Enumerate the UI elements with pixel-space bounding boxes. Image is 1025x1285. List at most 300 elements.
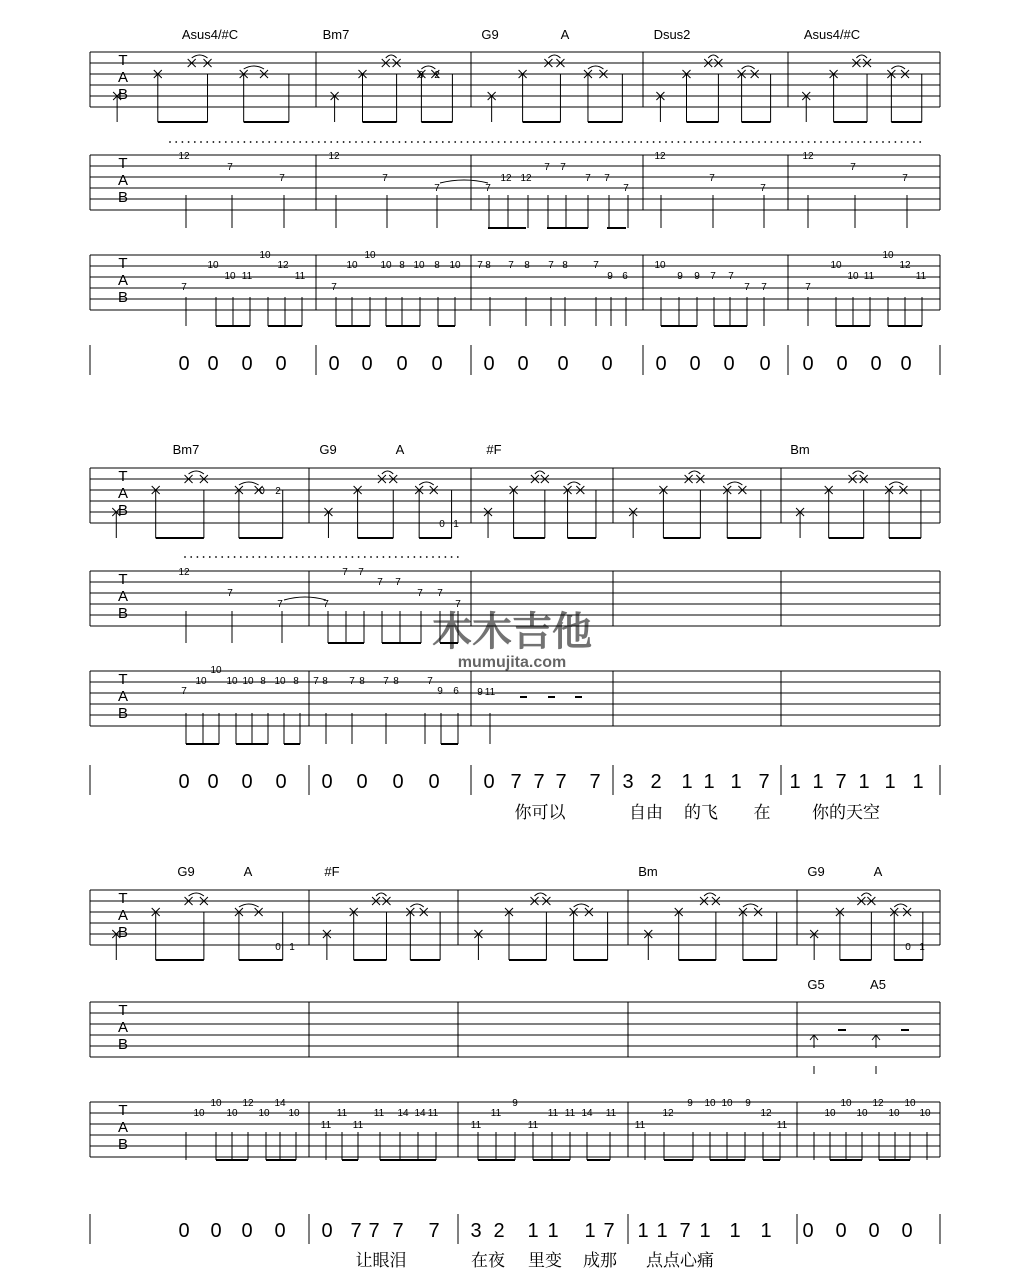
- tab-fret: 7: [477, 260, 483, 271]
- let-ring-dot: [783, 141, 785, 143]
- tab-letter-t: T: [118, 1002, 128, 1019]
- tie-arc: [382, 471, 393, 474]
- tab-fret: 7: [342, 567, 348, 578]
- let-ring-dot: [252, 556, 254, 558]
- jianpu-note: 0: [241, 353, 253, 375]
- jianpu-note: 0: [275, 353, 287, 375]
- chord-label: Bm7: [322, 27, 350, 42]
- jianpu-note: 0: [517, 353, 529, 375]
- tab-letter-b: B: [117, 189, 129, 206]
- let-ring-dot: [479, 141, 481, 143]
- let-ring-dot: [376, 556, 378, 558]
- tab-fret: 10: [380, 260, 392, 271]
- jianpu-note: 1: [884, 771, 896, 793]
- lyric-text: 你可以: [514, 803, 566, 822]
- let-ring-dot: [864, 141, 866, 143]
- jianpu-note: 0: [483, 771, 495, 793]
- let-ring-dot: [752, 141, 754, 143]
- let-ring-dot: [839, 141, 841, 143]
- let-ring-dot: [271, 556, 273, 558]
- chord-label: A5: [870, 977, 886, 992]
- jianpu-note: 0: [178, 771, 190, 793]
- tab-fret: 11: [352, 1120, 364, 1131]
- tab-fret: 10: [258, 1108, 270, 1119]
- let-ring-dot: [523, 141, 525, 143]
- jianpu-note: 1: [703, 771, 715, 793]
- jianpu-note: 7: [392, 1220, 404, 1242]
- jianpu-note: 7: [350, 1220, 362, 1242]
- tab-fret: 7: [277, 599, 283, 610]
- tab-fret: 7: [349, 676, 355, 687]
- tab-fret: 10: [288, 1108, 300, 1119]
- let-ring-dot: [727, 141, 729, 143]
- let-ring-dot: [882, 141, 884, 143]
- tab-fret: 8: [485, 260, 491, 271]
- let-ring-dot: [901, 141, 903, 143]
- tab-letter-a: A: [117, 688, 129, 705]
- tab-fret: 8: [434, 260, 440, 271]
- let-ring-dot: [358, 556, 360, 558]
- jianpu-note: 0: [178, 1220, 190, 1242]
- tab-fret: 9: [512, 1098, 518, 1109]
- tab-fret: 12: [242, 1098, 254, 1109]
- let-ring-dot: [364, 556, 366, 558]
- tab-fret: 10: [259, 250, 271, 261]
- let-ring-dot: [516, 141, 518, 143]
- let-ring-dot: [368, 141, 370, 143]
- jianpu-note: 7: [758, 771, 770, 793]
- tab-fret: 10: [224, 271, 236, 282]
- let-ring-dot: [426, 556, 428, 558]
- let-ring-dot: [907, 141, 909, 143]
- tab-letter-t: T: [118, 255, 128, 272]
- jianpu-note: 0: [431, 353, 443, 375]
- tab-fret: 11: [634, 1120, 646, 1131]
- jianpu-note: 0: [241, 1220, 253, 1242]
- let-ring-dot: [597, 141, 599, 143]
- let-ring-dot: [430, 141, 432, 143]
- chord-label: #F: [324, 864, 340, 879]
- tab-fret: 0: [905, 942, 911, 953]
- let-ring-dot: [414, 556, 416, 558]
- let-ring-dot: [343, 141, 345, 143]
- tie-arc: [535, 471, 545, 474]
- let-ring-dot: [389, 556, 391, 558]
- jianpu-note: 1: [699, 1220, 711, 1242]
- let-ring-dot: [287, 141, 289, 143]
- let-ring-dot: [845, 141, 847, 143]
- let-ring-dot: [352, 556, 354, 558]
- jianpu-note: 7: [428, 1220, 440, 1242]
- tab-fret: 2: [275, 486, 281, 497]
- tab-fret: 2: [434, 70, 440, 81]
- tab-fret: 10: [226, 1108, 238, 1119]
- let-ring-dot: [461, 141, 463, 143]
- tab-fret: 11: [320, 1120, 332, 1131]
- tab-fret: 7: [227, 162, 233, 173]
- let-ring-dot: [290, 556, 292, 558]
- tab-fret: 10: [847, 271, 859, 282]
- tab-letter-t: T: [118, 155, 128, 172]
- tie-arc: [743, 904, 758, 907]
- tab-fret: 7: [560, 162, 566, 173]
- tie-arc: [853, 471, 864, 474]
- jianpu-note: 1: [730, 771, 742, 793]
- let-ring-dot: [554, 141, 556, 143]
- let-ring-dot: [244, 141, 246, 143]
- let-ring-dot: [399, 141, 401, 143]
- let-ring-dot: [485, 141, 487, 143]
- jianpu-note: 0: [835, 1220, 847, 1242]
- tab-fret: 12: [899, 260, 911, 271]
- let-ring-dot: [492, 141, 494, 143]
- tab-fret: 10: [882, 250, 894, 261]
- tab-fret: 12: [178, 151, 190, 162]
- tab-fret: 11: [470, 1120, 482, 1131]
- tab-fret: 0: [275, 942, 281, 953]
- jianpu-note: 0: [802, 1220, 814, 1242]
- let-ring-dot: [888, 141, 890, 143]
- let-ring-dot: [603, 141, 605, 143]
- tab-letter-b: B: [117, 1136, 129, 1153]
- let-ring-dot: [370, 556, 372, 558]
- let-ring-dot: [510, 141, 512, 143]
- let-ring-dot: [234, 556, 236, 558]
- tab-fret: 10: [856, 1108, 868, 1119]
- jianpu-note: 7: [835, 771, 847, 793]
- tab-fret: 7: [760, 183, 766, 194]
- tab-fret: 7: [585, 173, 591, 184]
- tie-arc: [189, 471, 204, 474]
- tie-arc: [410, 904, 423, 907]
- let-ring-dot: [740, 141, 742, 143]
- jianpu-note: 0: [483, 353, 495, 375]
- tab-fret: 7: [850, 162, 856, 173]
- tab-fret: 6: [453, 686, 459, 697]
- jianpu-note: 7: [533, 771, 545, 793]
- tab-fret: 1: [289, 942, 295, 953]
- tab-letter-t: T: [118, 1102, 128, 1119]
- tab-fret: 7: [437, 588, 443, 599]
- tie-arc: [568, 482, 581, 485]
- let-ring-dot: [820, 141, 822, 143]
- let-ring-dot: [690, 141, 692, 143]
- let-ring-dot: [314, 556, 316, 558]
- tie-arc: [861, 893, 871, 896]
- let-ring-dot: [448, 141, 450, 143]
- let-ring-dot: [771, 141, 773, 143]
- tab-fret: 14: [274, 1098, 286, 1109]
- let-ring-dot: [190, 556, 192, 558]
- let-ring-dot: [277, 556, 279, 558]
- let-ring-dot: [420, 556, 422, 558]
- jianpu-note: 2: [650, 771, 662, 793]
- tie-arc: [742, 66, 755, 69]
- let-ring-dot: [913, 141, 915, 143]
- tab-fret: 8: [260, 676, 266, 687]
- tab-fret: 10: [413, 260, 425, 271]
- tab-letter-b: B: [117, 289, 129, 306]
- let-ring-dot: [296, 556, 298, 558]
- jianpu-note: 1: [858, 771, 870, 793]
- tab-fret: 7: [709, 173, 715, 184]
- let-ring-dot: [349, 141, 351, 143]
- chord-label: G5: [807, 977, 825, 992]
- tie-arc: [440, 180, 488, 183]
- jianpu-note: 0: [210, 1220, 222, 1242]
- let-ring-dot: [327, 556, 329, 558]
- jianpu-note: 0: [870, 353, 882, 375]
- tab-fret: 7: [227, 588, 233, 599]
- chord-label: Asus4/#C: [803, 27, 861, 42]
- tab-fret: 12: [872, 1098, 884, 1109]
- tab-fret: 7: [902, 173, 908, 184]
- tab-fret: 7: [623, 183, 629, 194]
- tab-fret: 10: [207, 260, 219, 271]
- tab-fret: 10: [364, 250, 376, 261]
- let-ring-dot: [616, 141, 618, 143]
- let-ring-dot: [221, 556, 223, 558]
- let-ring-dot: [857, 141, 859, 143]
- tab-letter-a: A: [117, 1119, 129, 1136]
- tab-fret: 1: [453, 519, 459, 530]
- tab-letter-b: B: [117, 1036, 129, 1053]
- tab-fret: 0: [418, 70, 424, 81]
- jianpu-note: 0: [392, 771, 404, 793]
- tie-arc: [419, 482, 434, 485]
- tab-fret: 12: [802, 151, 814, 162]
- tab-fret: 8: [562, 260, 568, 271]
- tab-fret: 7: [279, 173, 285, 184]
- tab-fret: 8: [322, 676, 328, 687]
- tab-letter-t: T: [118, 468, 128, 485]
- tie-arc: [894, 904, 907, 907]
- let-ring-dot: [169, 141, 171, 143]
- tab-fret: 7: [544, 162, 550, 173]
- let-ring-dot: [826, 141, 828, 143]
- tab-fret: 0: [439, 519, 445, 530]
- let-ring-dot: [436, 141, 438, 143]
- tab-fret: 10: [830, 260, 842, 271]
- let-ring-dot: [401, 556, 403, 558]
- tie-arc: [244, 66, 264, 69]
- jianpu-note: 1: [547, 1220, 559, 1242]
- tab-fret: 12: [654, 151, 666, 162]
- tab-fret: 12: [178, 567, 190, 578]
- jianpu-note: 3: [622, 771, 634, 793]
- tie-arc: [891, 66, 905, 69]
- let-ring-dot: [312, 141, 314, 143]
- tab-fret: 11: [373, 1108, 385, 1119]
- jianpu-note: 1: [656, 1220, 668, 1242]
- tab-fret: 10: [210, 1098, 222, 1109]
- let-ring-dot: [432, 556, 434, 558]
- tab-fret: 12: [760, 1108, 772, 1119]
- lyric-text: 你的天空: [812, 803, 880, 822]
- jianpu-note: 7: [368, 1220, 380, 1242]
- tab-fret: 7: [710, 271, 716, 282]
- jianpu-note: 1: [681, 771, 693, 793]
- chord-label: G9: [319, 442, 337, 457]
- chord-label: Asus4/#C: [181, 27, 239, 42]
- tab-letter-t: T: [118, 671, 128, 688]
- tab-fret: 12: [500, 173, 512, 184]
- let-ring-dot: [302, 556, 304, 558]
- jianpu-note: 0: [836, 353, 848, 375]
- let-ring-dot: [250, 141, 252, 143]
- jianpu-note: 0: [759, 353, 771, 375]
- let-ring-dot: [529, 141, 531, 143]
- let-ring-dot: [225, 141, 227, 143]
- lyric-text: 让眼泪: [355, 1251, 407, 1270]
- jianpu-note: 0: [396, 353, 408, 375]
- tie-arc: [376, 893, 386, 896]
- tab-fret: 10: [210, 665, 222, 676]
- jianpu-note: 7: [589, 771, 601, 793]
- let-ring-dot: [386, 141, 388, 143]
- tab-fret: 0: [259, 486, 265, 497]
- let-ring-dot: [337, 141, 339, 143]
- let-ring-dot: [454, 141, 456, 143]
- let-ring-dot: [876, 141, 878, 143]
- jianpu-note: 7: [510, 771, 522, 793]
- tab-fret: 7: [323, 599, 329, 610]
- let-ring-dot: [457, 556, 459, 558]
- let-ring-dot: [206, 141, 208, 143]
- let-ring-dot: [777, 141, 779, 143]
- tie-arc: [239, 482, 259, 485]
- let-ring-dot: [647, 141, 649, 143]
- tab-fret: 11: [527, 1120, 539, 1131]
- tab-fret: 8: [399, 260, 405, 271]
- lyric-text: 成那: [583, 1251, 617, 1270]
- let-ring-dot: [504, 141, 506, 143]
- jianpu-note: 1: [584, 1220, 596, 1242]
- tab-letter-b: B: [117, 924, 129, 941]
- tab-fret: 6: [622, 271, 628, 282]
- let-ring-dot: [445, 556, 447, 558]
- tab-fret: 10: [824, 1108, 836, 1119]
- tab-fret: 14: [397, 1108, 409, 1119]
- tab-letter-t: T: [118, 890, 128, 907]
- let-ring-dot: [240, 556, 242, 558]
- jianpu-note: 0: [601, 353, 613, 375]
- jianpu-note: 1: [637, 1220, 649, 1242]
- let-ring-dot: [423, 141, 425, 143]
- let-ring-dot: [175, 141, 177, 143]
- tie-arc: [192, 55, 208, 58]
- tab-fret: 10: [840, 1098, 852, 1109]
- tie-arc: [704, 893, 716, 896]
- tab-fret: 7: [761, 282, 767, 293]
- tab-fret: 11: [915, 271, 927, 282]
- tab-fret: 9: [607, 271, 613, 282]
- tab-letter-a: A: [117, 588, 129, 605]
- jianpu-note: 1: [789, 771, 801, 793]
- let-ring-dot: [671, 141, 673, 143]
- chord-label: A: [560, 27, 570, 42]
- jianpu-note: 1: [912, 771, 924, 793]
- let-ring-dot: [318, 141, 320, 143]
- jianpu-note: 0: [868, 1220, 880, 1242]
- jianpu-note: 0: [178, 353, 190, 375]
- tab-fret: 12: [277, 260, 289, 271]
- tab-fret: 10: [193, 1108, 205, 1119]
- let-ring-dot: [709, 141, 711, 143]
- let-ring-dot: [256, 141, 258, 143]
- let-ring-dot: [640, 141, 642, 143]
- let-ring-dot: [383, 556, 385, 558]
- let-ring-dot: [721, 141, 723, 143]
- tab-fret: 11: [427, 1108, 439, 1119]
- watermark-site: mumujita.com: [457, 654, 567, 671]
- tab-fret: 12: [662, 1108, 674, 1119]
- let-ring-dot: [268, 141, 270, 143]
- tab-fret: 7: [744, 282, 750, 293]
- tab-fret: 11: [484, 687, 496, 698]
- tab-fret: 11: [605, 1108, 617, 1119]
- chord-label: G9: [177, 864, 195, 879]
- tab-fret: 11: [564, 1108, 576, 1119]
- tab-fret: 8: [293, 676, 299, 687]
- lyric-text: 自由: [629, 803, 663, 822]
- jianpu-note: 0: [655, 353, 667, 375]
- chord-label: Dsus2: [653, 27, 691, 42]
- tab-letter-a: A: [117, 172, 129, 189]
- tab-fret: 10: [904, 1098, 916, 1109]
- tab-letter-a: A: [117, 1019, 129, 1036]
- tab-fret: 10: [721, 1098, 733, 1109]
- let-ring-dot: [259, 556, 261, 558]
- tab-fret: 7: [382, 173, 388, 184]
- let-ring-dot: [585, 141, 587, 143]
- jianpu-note: 7: [679, 1220, 691, 1242]
- tab-letter-t: T: [118, 571, 128, 588]
- let-ring-dot: [293, 141, 295, 143]
- let-ring-dot: [411, 141, 413, 143]
- tab-fret: 7: [508, 260, 514, 271]
- tab-fret: 11: [490, 1108, 502, 1119]
- jianpu-note: 7: [603, 1220, 615, 1242]
- tab-fret: 10: [888, 1108, 900, 1119]
- let-ring-dot: [281, 141, 283, 143]
- tie-arc: [708, 55, 718, 58]
- jianpu-note: 1: [812, 771, 824, 793]
- chord-label: G9: [807, 864, 825, 879]
- tab-fret: 11: [336, 1108, 348, 1119]
- let-ring-dot: [345, 556, 347, 558]
- let-ring-dot: [324, 141, 326, 143]
- let-ring-dot: [262, 141, 264, 143]
- tab-fret: 7: [313, 676, 319, 687]
- let-ring-dot: [919, 141, 921, 143]
- let-ring-dot: [566, 141, 568, 143]
- jianpu-note: 0: [900, 353, 912, 375]
- let-ring-dot: [622, 141, 624, 143]
- let-ring-dot: [299, 141, 301, 143]
- let-ring-dot: [209, 556, 211, 558]
- chord-label: #F: [486, 442, 502, 457]
- chord-label: A: [395, 442, 405, 457]
- chord-label: G9: [481, 27, 499, 42]
- let-ring-dot: [789, 141, 791, 143]
- lyric-text: 在: [753, 803, 771, 822]
- let-ring-dot: [634, 141, 636, 143]
- let-ring-dot: [541, 141, 543, 143]
- tie-arc: [421, 66, 435, 69]
- let-ring-dot: [237, 141, 239, 143]
- let-ring-dot: [380, 141, 382, 143]
